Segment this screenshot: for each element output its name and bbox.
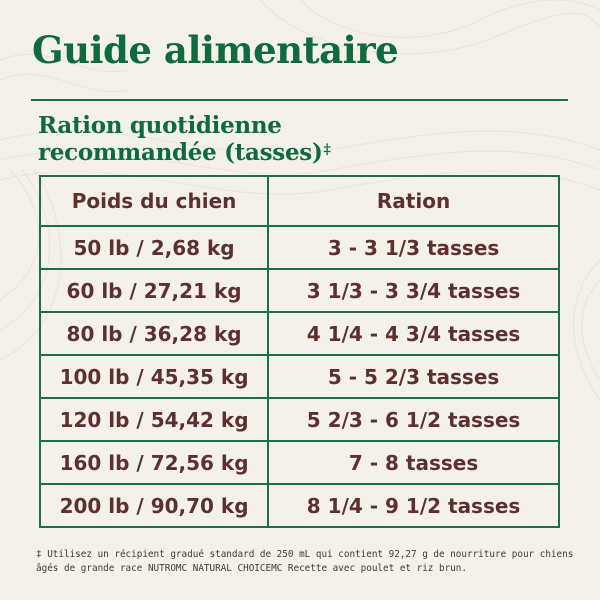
caption-line-1: Ration quotidienne [38,112,282,139]
ration-cell: 3 1/3 - 3 3/4 tasses [268,269,559,312]
dog-weight-cell: 160 lb / 72,56 kg [40,441,268,484]
ration-cell: 4 1/4 - 4 3/4 tasses [268,312,559,355]
table-row [40,441,559,484]
page-title: Guide alimentaire [32,28,399,72]
feeding-table [39,175,560,528]
table-row [40,398,559,441]
caption-line-2 [38,139,331,166]
dog-weight-cell: 80 lb / 36,28 kg [40,312,268,355]
header-dog-weight: Poids du chien [40,176,268,226]
table-row [40,484,559,527]
dog-weight-cell: 60 lb / 27,21 kg [40,269,268,312]
title-divider [31,99,568,101]
ration-cell: 5 2/3 - 6 1/2 tasses [268,398,559,441]
caption-line-2-text: recommandée (tasses) [38,139,323,166]
table-row [40,226,559,269]
ration-cell: 7 - 8 tasses [268,441,559,484]
table-header-row [40,176,559,226]
dog-weight-cell: 200 lb / 90,70 kg [40,484,268,527]
dog-weight-cell: 100 lb / 45,35 kg [40,355,268,398]
ration-cell: 5 - 5 2/3 tasses [268,355,559,398]
table-caption [38,112,331,166]
dog-weight-cell: 120 lb / 54,42 kg [40,398,268,441]
dog-weight-cell: 50 lb / 2,68 kg [40,226,268,269]
ration-cell: 3 - 3 1/3 tasses [268,226,559,269]
footnote: ‡ Utilisez un récipient gradué standard de 250 mL qui contient 92,27 g de nourriture pour chiens âgés de grande race NUTROMC NATURAL CHOICEMC Recette avec poulet et riz brun. [36,549,574,574]
table-row [40,269,559,312]
double-dagger-mark: ‡ [323,142,331,158]
table-row [40,355,559,398]
header-ration: Ration [268,176,559,226]
table-row [40,312,559,355]
ration-cell: 8 1/4 - 9 1/2 tasses [268,484,559,527]
